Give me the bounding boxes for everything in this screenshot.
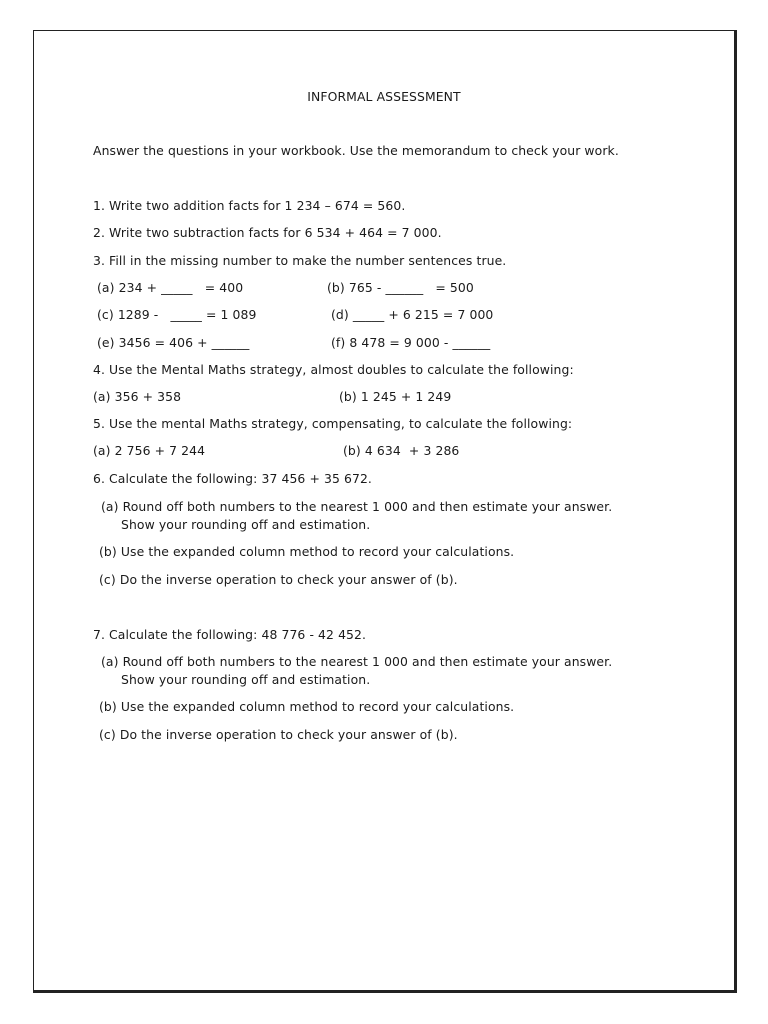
- question-6c: (c) Do the inverse operation to check your answer of (b).: [99, 572, 458, 587]
- question-7b: (b) Use the expanded column method to record your calculations.: [99, 699, 515, 714]
- question-2: 2. Write two subtraction facts for 6 534 + 464 = 7 000.: [93, 225, 442, 240]
- question-3a: (a) 234 + _____ = 400: [97, 280, 244, 295]
- question-6: 6. Calculate the following: 37 456 + 35 672.: [93, 471, 372, 486]
- question-7c: (c) Do the inverse operation to check your answer of (b).: [99, 727, 458, 742]
- question-6a: (a) Round off both numbers to the nearest 1 000 and then estimate your answer.: [101, 499, 613, 514]
- question-5a: (a) 2 756 + 7 244: [93, 443, 206, 458]
- question-3f: (f) 8 478 = 9 000 - ______: [331, 335, 491, 350]
- question-7a-continued: Show your rounding off and estimation.: [121, 672, 371, 687]
- instructions: Answer the questions in your workbook. Use the memorandum to check your work.: [93, 143, 619, 158]
- question-3e: (e) 3456 = 406 + ______: [97, 335, 250, 350]
- question-3c: (c) 1289 - _____ = 1 089: [97, 307, 257, 322]
- question-4b: (b) 1 245 + 1 249: [339, 389, 452, 404]
- question-6b: (b) Use the expanded column method to record your calculations.: [99, 544, 515, 559]
- question-7a: (a) Round off both numbers to the nearest 1 000 and then estimate your answer.: [101, 654, 613, 669]
- question-3d: (d) _____ + 6 215 = 7 000: [331, 307, 494, 322]
- question-5b: (b) 4 634 + 3 286: [343, 443, 460, 458]
- question-3b: (b) 765 - ______ = 500: [327, 280, 474, 295]
- question-3: 3. Fill in the missing number to make the number sentences true.: [93, 253, 507, 268]
- question-7: 7. Calculate the following: 48 776 - 42 452.: [93, 627, 367, 642]
- question-4a: (a) 356 + 358: [93, 389, 182, 404]
- question-6a-continued: Show your rounding off and estimation.: [121, 517, 371, 532]
- question-1: 1. Write two addition facts for 1 234 – 674 = 560.: [93, 198, 406, 213]
- question-4: 4. Use the Mental Maths strategy, almost doubles to calculate the following:: [93, 362, 574, 377]
- question-5: 5. Use the mental Maths strategy, compensating, to calculate the following:: [93, 416, 573, 431]
- page-title: INFORMAL ASSESSMENT: [307, 89, 461, 104]
